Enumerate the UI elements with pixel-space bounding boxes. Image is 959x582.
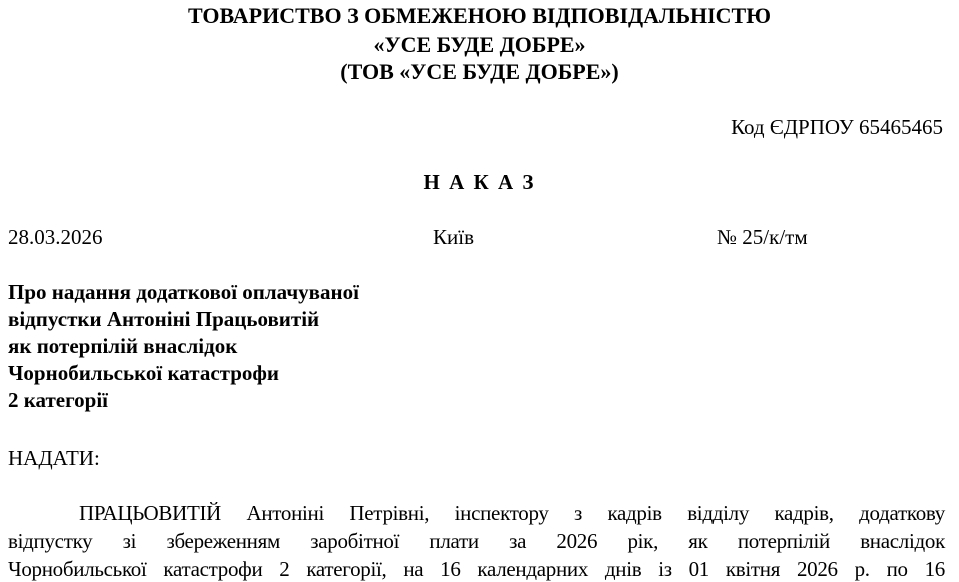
subject-line: 2 категорії xyxy=(8,388,108,412)
subject-line: як потерпілій внаслідок xyxy=(8,334,238,358)
company-name-line2: «УСЕ БУДЕ ДОБРЕ» xyxy=(373,32,586,57)
order-date: 28.03.2026 xyxy=(8,225,103,249)
body-line: Чорнобильської катастрофи 2 категорії, на 16 календарних днів із 01 квітня 2026 р. по 16 xyxy=(8,557,945,581)
edrpou-code: Код ЄДРПОУ 65465465 xyxy=(731,115,943,139)
order-city: Київ xyxy=(433,225,474,249)
body-line: ПРАЦЬОВИТІЙ Антоніні Петрівні, інспектору з кадрів відділу кадрів, додаткову xyxy=(79,501,945,525)
subject-line: Про надання додаткової оплачуваної xyxy=(8,280,359,304)
company-name-line1: ТОВАРИСТВО З ОБМЕЖЕНОЮ ВІДПОВІДАЛЬНІСТЮ xyxy=(188,3,771,28)
directive: НАДАТИ: xyxy=(8,446,100,470)
document-title: Н А К А З xyxy=(423,170,536,194)
body-line: відпустку зі збереженням заробітної плати за 2026 рік, як потерпілій внаслідок xyxy=(8,529,945,553)
company-short-name: (ТОВ «УСЕ БУДЕ ДОБРЕ») xyxy=(340,59,619,84)
order-number: № 25/к/тм xyxy=(717,225,808,249)
subject-line: відпустки Антоніні Працьовитій xyxy=(8,307,320,331)
subject-line: Чорнобильської катастрофи xyxy=(8,361,280,385)
